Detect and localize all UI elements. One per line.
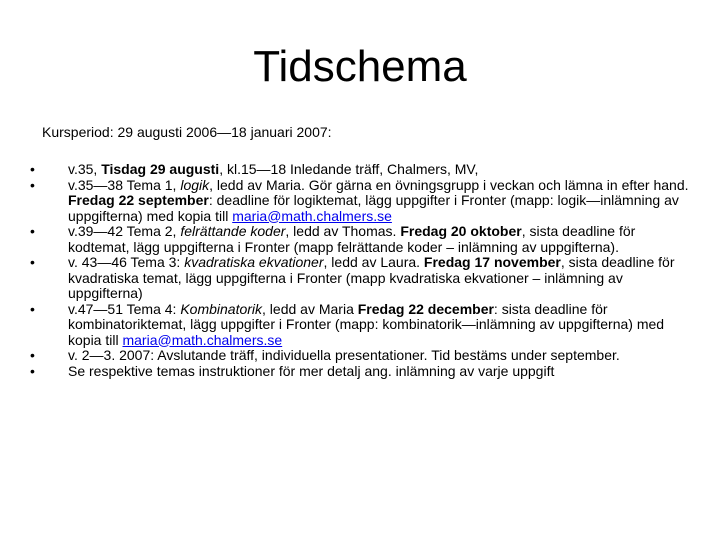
list-item [30, 364, 700, 380]
item-text: v.39—42 Tema 2, [68, 223, 181, 239]
schedule-list [30, 162, 700, 379]
list-item [30, 302, 700, 349]
item-text: , kl.15—18 Inledande träff, Chalmers, MV, [219, 161, 479, 177]
item-text: v.35—38 Tema 1, [68, 176, 181, 193]
item-text: : sista deadline för kombinatoriktemat, lägg uppgifter i Fronter (mapp: kombinatorik—inlämning av uppgifterna) med kopia till [68, 300, 665, 348]
item-text: , ledd av Thomas. [285, 223, 401, 239]
list-item [30, 162, 700, 178]
email-link[interactable]: maria@math.chalmers.se [232, 207, 392, 224]
item-text: Se respektive temas instruktioner för mer detalj ang. inlämning av varje uppgift [68, 362, 555, 379]
item-text: , sista deadline för kvadratiska temat, lägg uppgifterna i Fronter (mapp kvadratiska ekvationer – inlämning av uppgifterna) [68, 254, 675, 301]
item-text: , ledd av Maria. Gör gärna en övningsgrupp i veckan och lämna in efter hand. [209, 176, 689, 193]
item-text: : deadline för logiktemat, lägg uppgifter i Fronter (mapp: logik—inlämning av uppgifterna) med kopia till [68, 192, 679, 224]
course-period: Kursperiod: 29 augusti 2006—18 januari 2007: [42, 124, 332, 140]
item-topic: Kombinatorik [180, 300, 263, 317]
item-text: v.47—51 Tema 4: [68, 300, 181, 317]
list-item [30, 224, 700, 255]
item-text: , ledd av Maria [262, 300, 358, 317]
item-text: , sista deadline för kodtemat, lägg uppgifterna i Fronter (mapp felrättande koder – inlämning av uppgifterna). [68, 223, 636, 255]
list-item [30, 178, 700, 225]
list-item [30, 255, 700, 302]
item-topic: felrättande koder [180, 223, 286, 239]
item-topic: kvadratiska ekvationer [184, 254, 324, 270]
item-deadline: Fredag 20 oktober [400, 223, 522, 239]
item-date: Tisdag 29 augusti [101, 161, 220, 177]
item-text: v. 43—46 Tema 3: [68, 254, 185, 270]
item-deadline: Fredag 17 november [423, 254, 561, 270]
item-deadline: Fredag 22 september [68, 192, 209, 208]
item-text: v. 2—3. 2007: Avslutande träff, individuella presentationer. Tid bestäms under september. [68, 347, 620, 363]
item-text: , ledd av Laura. [323, 254, 424, 270]
list-item [30, 348, 700, 364]
page-title: Tidschema [253, 42, 467, 91]
item-topic: logik [180, 176, 210, 193]
item-text: v.35, [68, 161, 102, 177]
item-deadline: Fredag 22 december [357, 300, 494, 317]
email-link[interactable]: maria@math.chalmers.se [122, 331, 283, 348]
